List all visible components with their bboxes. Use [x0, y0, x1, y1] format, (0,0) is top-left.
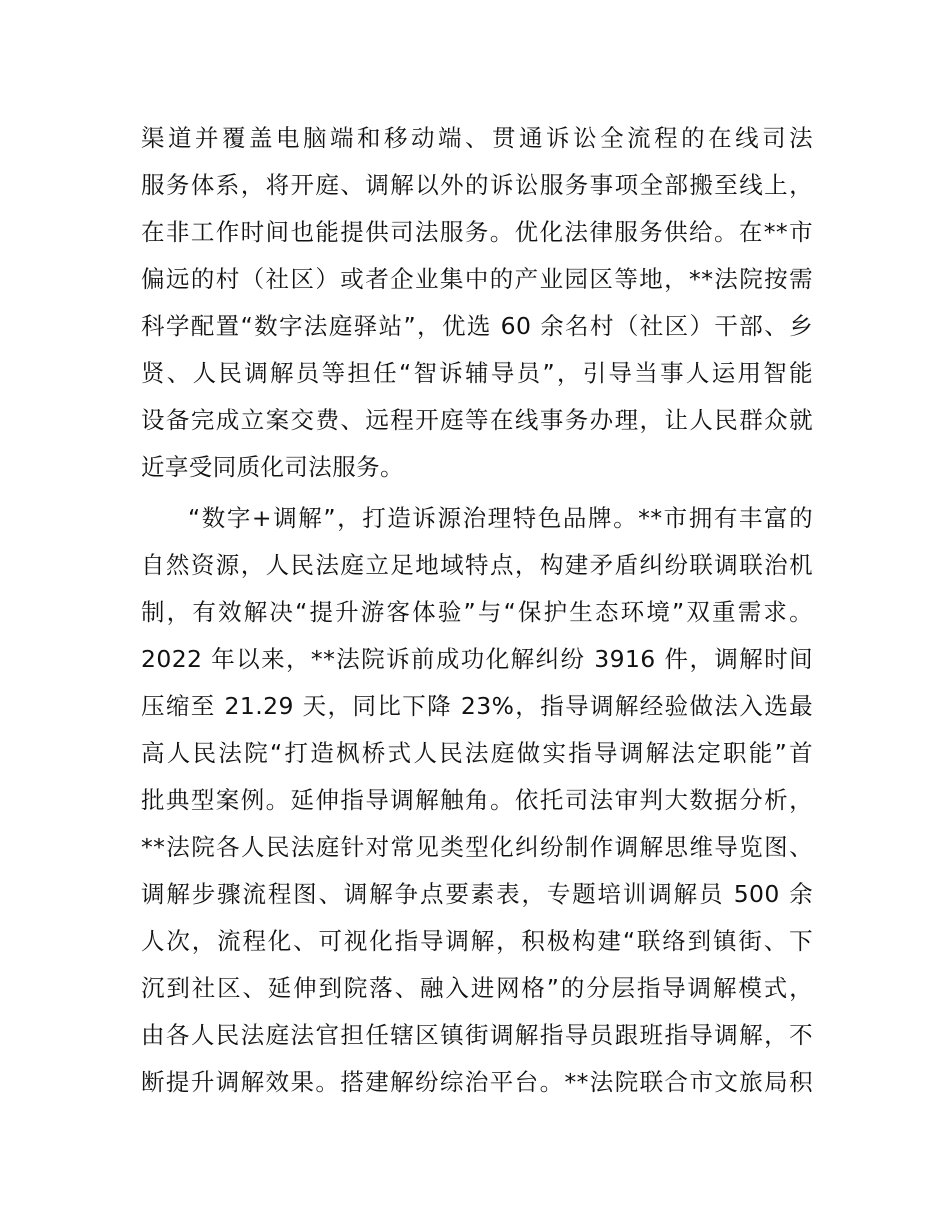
- text-line: 由各人民法庭法官担任辖区镇街调解指导员跟班指导调解，不: [141, 1021, 813, 1049]
- paragraph-2: [141, 495, 813, 1106]
- text-line: 批典型案例。延伸指导调解触角。依托司法审判大数据分析，: [141, 786, 813, 814]
- text-line: 压缩至 21.29 天，同比下降 23%，指导调解经验做法入选最: [141, 692, 813, 720]
- text-line: **法院各人民法庭针对常见类型化纠纷制作调解思维导览图、: [141, 833, 813, 861]
- text-line: 渠道并覆盖电脑端和移动端、贯通诉讼全流程的在线司法: [141, 124, 813, 152]
- text-line: 偏远的村（社区）或者企业集中的产业园区等地，**法院按需: [141, 265, 813, 293]
- text-line: 2022 年以来，**法院诉前成功化解纠纷 3916 件，调解时间: [141, 645, 813, 673]
- text-line: 调解步骤流程图、调解争点要素表，专题培训调解员 500 余: [141, 880, 813, 908]
- text-line: 在非工作时间也能提供司法服务。优化法律服务供给。在**市: [141, 218, 813, 246]
- paragraph-1: [141, 115, 813, 491]
- text-line: 制，有效解决“提升游客体验”与“保护生态环境”双重需求。: [141, 598, 813, 626]
- text-line: 近享受同质化司法服务。: [141, 453, 404, 481]
- text-line: 科学配置“数字法庭驿站”，优选 60 余名村（社区）干部、乡: [141, 312, 813, 340]
- text-line: “数字+调解”，打造诉源治理特色品牌。**市拥有丰富的: [188, 504, 813, 532]
- text-line: 沉到社区、延伸到院落、融入进网格”的分层指导调解模式，: [141, 974, 813, 1002]
- text-line: 高人民法院“打造枫桥式人民法庭做实指导调解法定职能”首: [141, 739, 813, 767]
- text-line: 服务体系，将开庭、调解以外的诉讼服务事项全部搬至线上，: [141, 171, 813, 199]
- document-body: [141, 115, 813, 1110]
- text-line: 人次，流程化、可视化指导调解，积极构建“联络到镇街、下: [141, 927, 813, 955]
- text-line: 设备完成立案交费、远程开庭等在线事务办理，让人民群众就: [141, 406, 813, 434]
- text-line: 自然资源，人民法庭立足地域特点，构建矛盾纠纷联调联治机: [141, 551, 813, 579]
- text-line: 贤、人民调解员等担任“智诉辅导员”，引导当事人运用智能: [141, 359, 813, 387]
- text-line: 断提升调解效果。搭建解纷综治平台。**法院联合市文旅局积: [141, 1068, 813, 1096]
